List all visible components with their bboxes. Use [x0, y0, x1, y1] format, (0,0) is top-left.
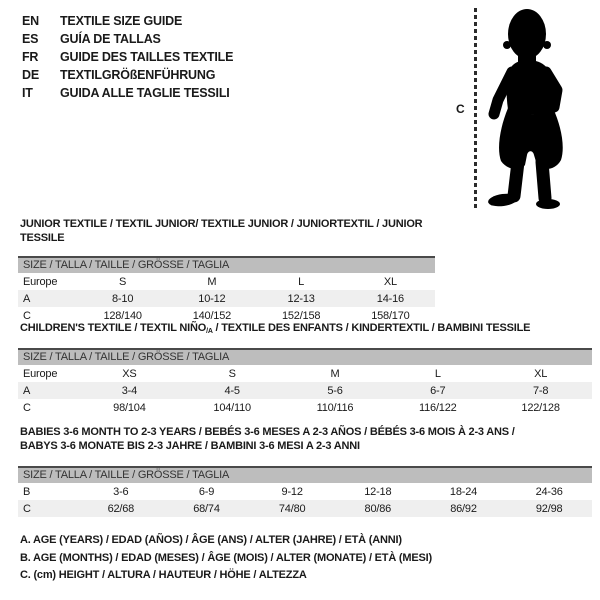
size-cell: L	[434, 367, 441, 380]
size-cell: 7-8	[532, 384, 549, 397]
language-code: EN	[22, 14, 39, 28]
row-label: C	[23, 502, 31, 515]
table-title-line: BABIES 3-6 MONTH TO 2-3 YEARS / BEBÉS 3-6 MESES A 2-3 AÑOS / BÉBÉS 3-6 MOIS À 2-3 ANS /	[20, 426, 515, 438]
table-row-a	[18, 290, 435, 307]
size-table-3	[18, 425, 592, 517]
size-cell: 3-6	[113, 485, 129, 498]
row-label: C	[23, 309, 31, 322]
row-label: C	[23, 401, 31, 414]
size-cell: 140/152	[192, 309, 232, 322]
size-cell: 5-6	[327, 384, 343, 397]
language-code: FR	[22, 50, 39, 64]
language-code: IT	[22, 86, 33, 100]
size-cell: 128/140	[103, 309, 142, 322]
table-row-europe	[18, 273, 435, 290]
size-cell: M	[207, 275, 217, 288]
size-cell: 9-12	[281, 485, 303, 498]
language-row-en	[22, 12, 233, 30]
table-row-a	[18, 382, 592, 399]
size-cell: 3-4	[121, 384, 138, 397]
table-title	[18, 321, 592, 337]
table-row-b	[18, 483, 592, 500]
size-cell: 6-7	[430, 384, 446, 397]
language-label: GUIDE DES TAILLES TEXTILE	[60, 50, 234, 64]
size-header-bar: SIZE / TALLA / TAILLE / GRÖSSE / TAGLIA	[18, 256, 435, 273]
size-cell: 116/122	[419, 401, 457, 414]
size-cell: S	[119, 275, 127, 288]
language-row-fr	[22, 48, 233, 66]
footnotes	[20, 532, 432, 585]
size-cell: XS	[122, 367, 137, 380]
table-title-line: JUNIOR TEXTILE / TEXTIL JUNIOR/ TEXTILE JUNIOR / JUNIORTEXTIL / JUNIOR TESSILE	[20, 218, 423, 244]
table-title-line: CHILDREN'S TEXTILE / TEXTIL $NIÑO_{/A}$ / TEXTILE DES ENFANTS / KINDERTEXTIL / BAMBINI TESSILE	[20, 322, 531, 335]
language-code: ES	[22, 32, 39, 46]
footnote: C. (cm) HEIGHT / ALTURA / HAUTEUR / HÖHE / ALTEZZA	[20, 569, 307, 581]
row-label: Europe	[23, 367, 58, 380]
size-cell: 12-18	[364, 485, 392, 498]
size-header-bar: SIZE / TALLA / TAILLE / GRÖSSE / TAGLIA	[18, 348, 592, 365]
size-cell: 152/158	[281, 309, 321, 322]
language-title-list	[22, 12, 233, 102]
language-row-es	[22, 30, 233, 48]
size-cell: 74/80	[278, 502, 306, 515]
row-label: B	[23, 485, 31, 498]
size-cell: L	[298, 275, 305, 288]
language-code: DE	[22, 68, 39, 82]
size-cell: 18-24	[449, 485, 478, 498]
size-cell: 104/110	[213, 401, 251, 414]
size-cell: 80/86	[364, 502, 392, 515]
size-cell: 98/104	[113, 401, 146, 414]
language-label: GUIDA ALLE TAGLIE TESSILI	[60, 86, 230, 100]
table-row-c	[18, 399, 592, 416]
language-label: TEXTILGRÖßENFÜHRUNG	[60, 68, 216, 82]
size-cell: 6-9	[198, 485, 215, 498]
size-cell: XL	[383, 275, 397, 288]
size-cell: 92/98	[535, 502, 563, 515]
size-cell: 24-36	[535, 485, 563, 498]
table-row-c	[18, 500, 592, 517]
size-cell: 4-5	[224, 384, 240, 397]
row-label: A	[23, 292, 31, 305]
size-cell: 68/74	[193, 502, 220, 515]
table-row-europe	[18, 365, 592, 382]
size-cell: XL	[534, 367, 548, 380]
table-title-line: BABYS 3-6 MONATE BIS 2-3 JAHRE / BAMBINI 3-6 MESI A 2-3 ANNI	[20, 440, 360, 452]
table-title	[18, 425, 592, 453]
language-row-de	[22, 66, 233, 84]
language-row-it	[22, 84, 233, 102]
table-title	[18, 217, 435, 245]
size-header-bar: SIZE / TALLA / TAILLE / GRÖSSE / TAGLIA	[18, 466, 592, 483]
size-cell: 122/128	[521, 401, 560, 414]
height-measure-label: C	[456, 102, 465, 116]
height-measure-dashed-line	[474, 8, 477, 208]
language-label: TEXTILE SIZE GUIDE	[60, 14, 183, 28]
language-label: GUÍA DE TALLAS	[60, 32, 161, 46]
size-cell: 158/170	[371, 309, 410, 322]
size-cell: S	[228, 367, 236, 380]
size-cell: 10-12	[198, 292, 226, 305]
size-cell: 86/92	[450, 502, 477, 515]
footnote: B. AGE (MONTHS) / EDAD (MESES) / ÂGE (MOIS) / ALTER (MONATE) / ETÀ (MESI)	[20, 551, 432, 564]
size-cell: 12-13	[287, 292, 315, 305]
size-cell: M	[330, 367, 340, 380]
size-cell: 62/68	[107, 502, 135, 515]
size-cell: 8-10	[112, 292, 134, 305]
size-cell: 110/116	[316, 401, 354, 414]
toddler-silhouette-icon	[482, 2, 600, 214]
size-table-1	[18, 217, 435, 324]
footnote: A. AGE (YEARS) / EDAD (AÑOS) / ÂGE (ANS) / ALTER (JAHRE) / ETÀ (ANNI)	[20, 534, 402, 546]
row-label: Europe	[23, 275, 58, 288]
size-cell: 14-16	[376, 292, 404, 305]
size-table-2	[18, 321, 592, 416]
row-label: A	[23, 384, 31, 397]
